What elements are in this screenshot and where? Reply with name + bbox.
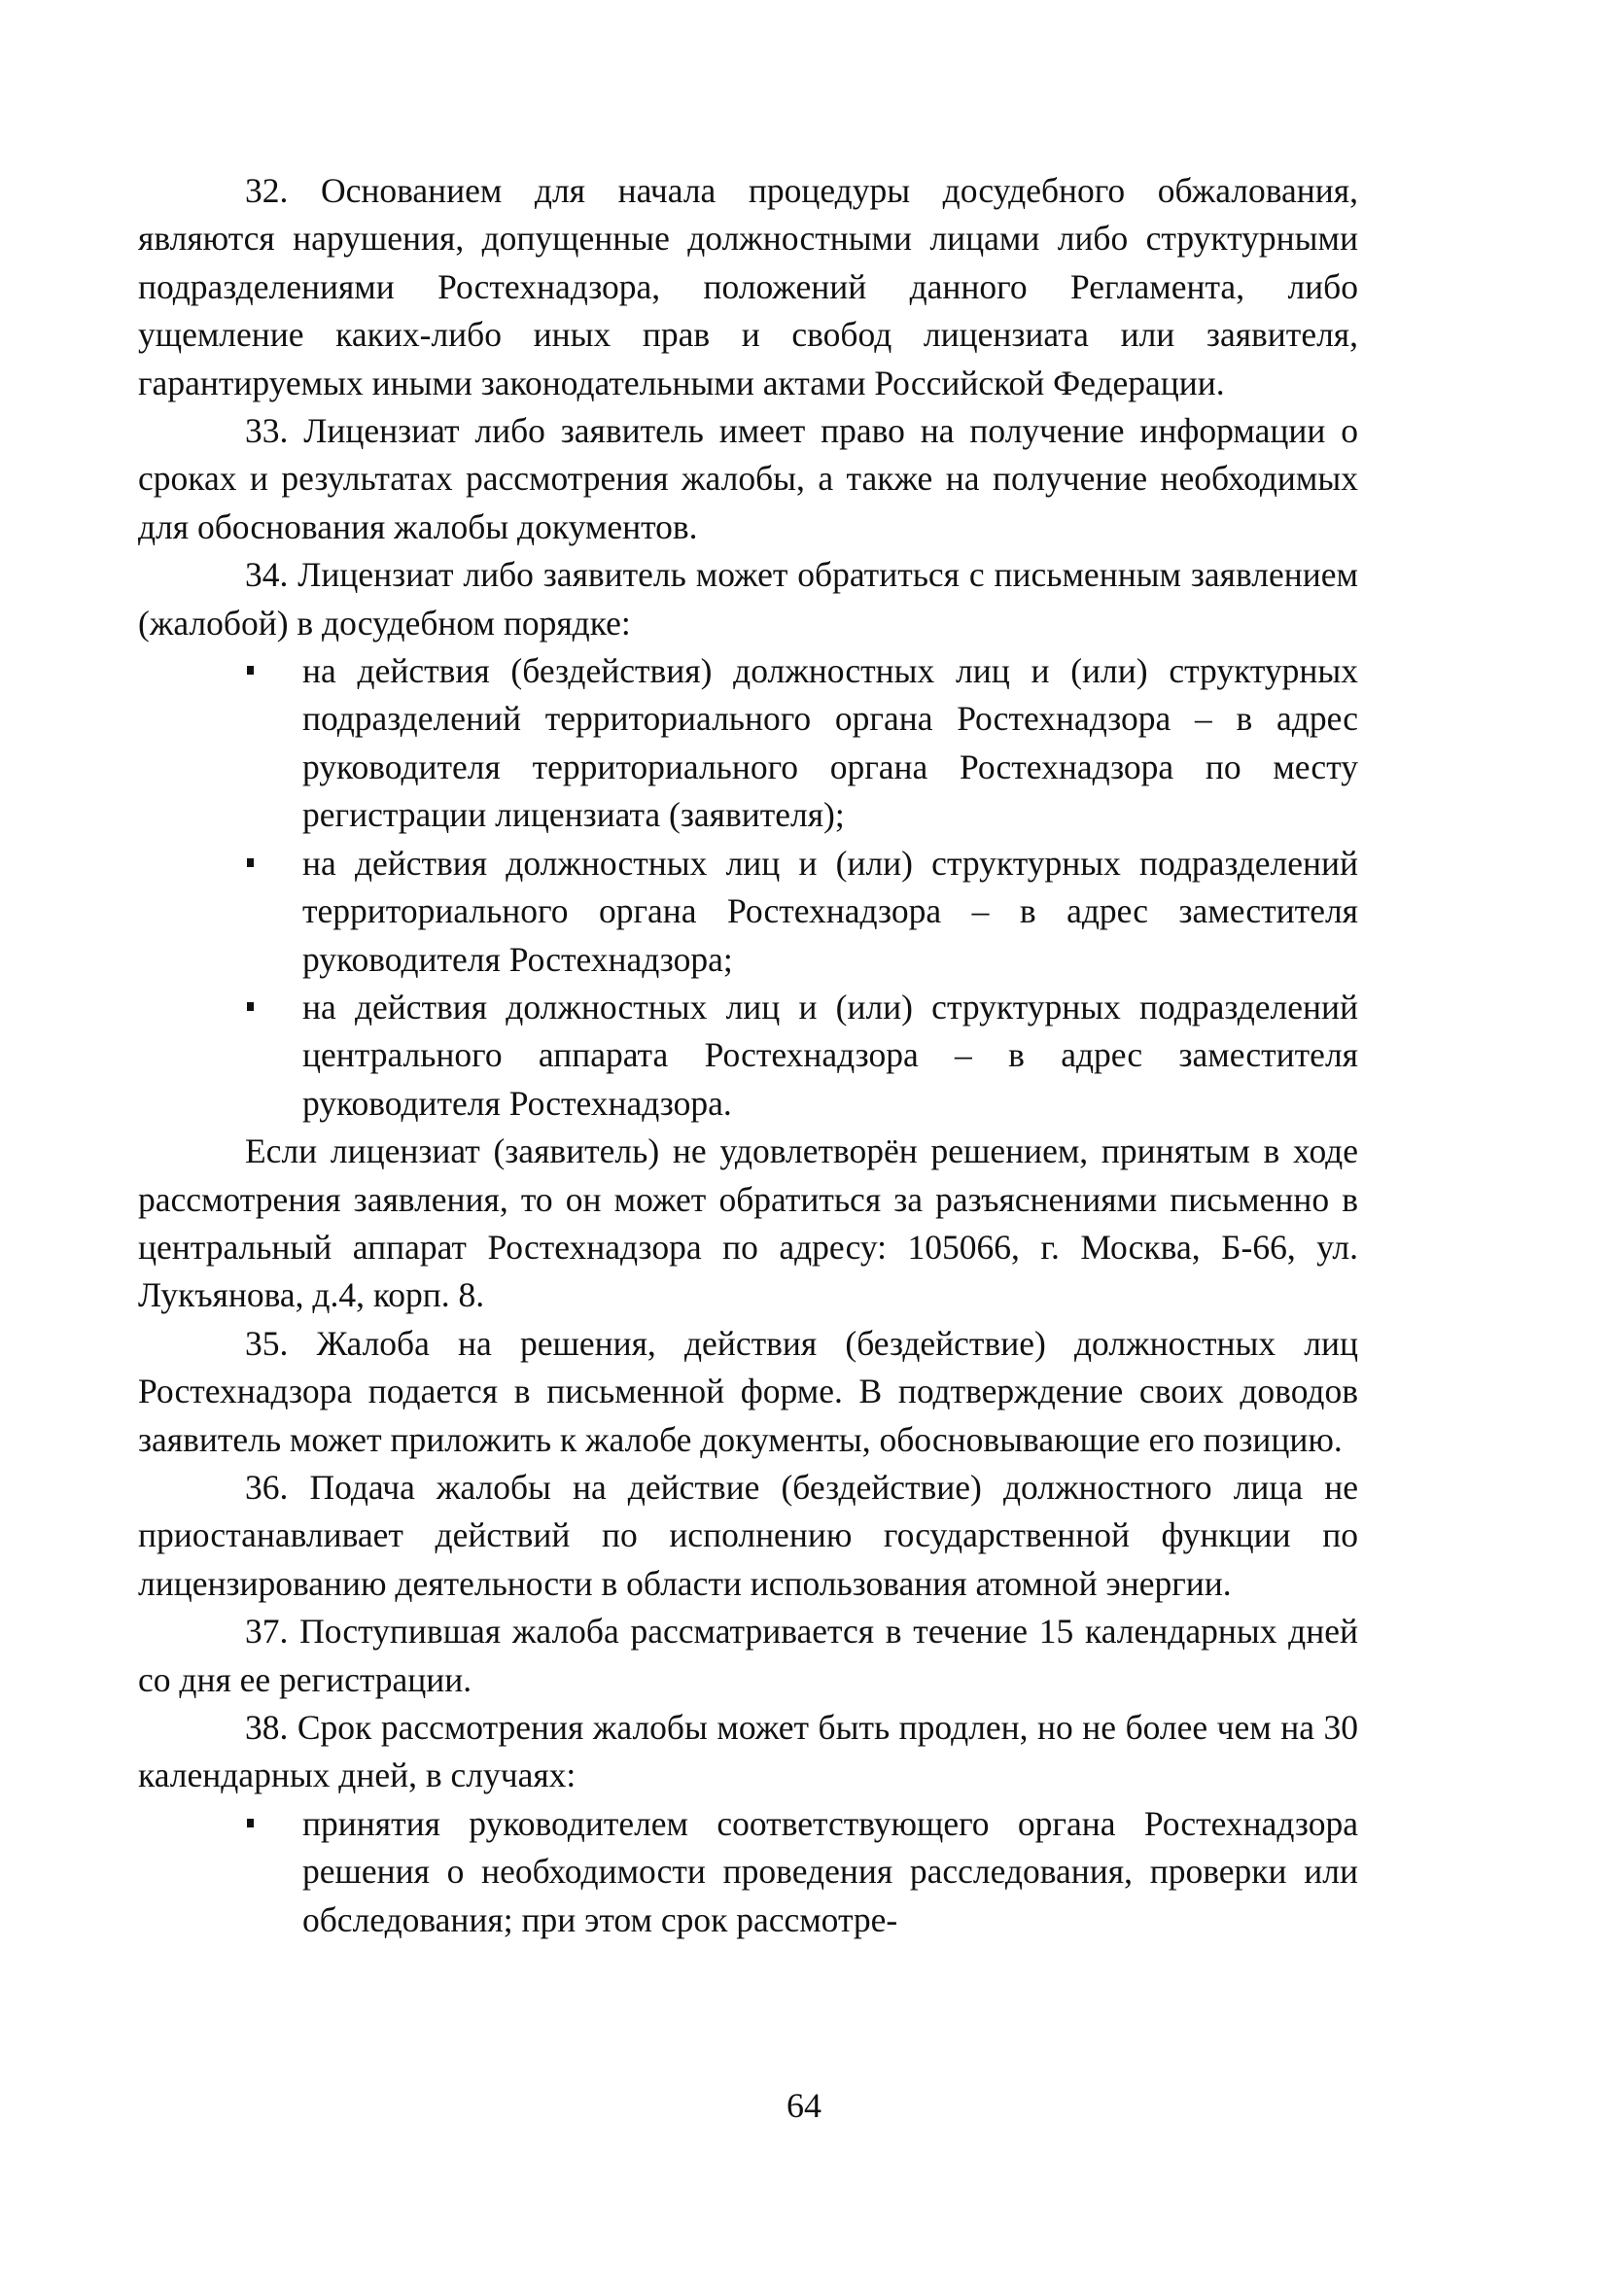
paragraph-32: 32. Основанием для начала процедуры досудебного обжалования, являются нарушения, допущенные должностными лицами либо структурными подразделениями Ростехнадзора, положений данного Регламента, либо ущемление каких-либо иных прав и свобод лицензиата или заявителя, гарантируемых иными законодательными актами Российской Федерации. (138, 171, 1358, 402)
bullet-marker-icon (247, 666, 254, 675)
bullet-marker-icon (247, 858, 254, 867)
list-item (302, 1800, 1358, 1944)
list-item-text: на действия (бездействия) должностных лиц и (или) структурных подразделений территориального органа Ростехнадзора – в адрес руководителя территориального органа Ростехнадзора по месту регистрации лицензиата (заявителя); (302, 651, 1358, 835)
list-item-text: принятия руководителем соответствующего органа Ростехнадзора решения о необходимости проведения расследования, проверки или обследования; при этом срок рассмотре- (302, 1803, 1358, 1939)
list-item (302, 647, 1358, 840)
list-item-text: на действия должностных лиц и (или) структурных подразделений центрального аппарата Ростехнадзора – в адрес заместителя руководителя Ростехнадзора. (302, 987, 1358, 1123)
list-item (302, 840, 1358, 984)
paragraph-37: 37. Поступившая жалоба рассматривается в течение 15 календарных дней со дня ее регистрации. (138, 1612, 1358, 1699)
page-number: 64 (787, 2086, 821, 2125)
body-text (138, 167, 1358, 1944)
bullet-marker-icon (247, 1819, 254, 1827)
list-item (302, 984, 1358, 1128)
paragraph-38: 38. Срок рассмотрения жалобы может быть продлен, но не более чем на 30 календарных дней, в случаях: (138, 1708, 1358, 1795)
bullet-list-extension-cases (138, 1800, 1358, 1944)
paragraph-35: 35. Жалоба на решения, действия (бездействие) должностных лиц Ростехнадзора подается в письменной форме. В подтверждение своих доводов заявитель может приложить к жалобе документы, обосновывающие его позицию. (138, 1323, 1358, 1459)
bullet-marker-icon (247, 1002, 254, 1011)
paragraph-34: 34. Лицензиат либо заявитель может обратиться с письменным заявлением (жалобой) в досудебном порядке: (138, 555, 1358, 643)
paragraph-36: 36. Подача жалобы на действие (бездействие) должностного лица не приостанавливает действий по исполнению государственной функции по лицензированию деятельности в области использования атомной энергии. (138, 1467, 1358, 1603)
paragraph-clarification: Если лицензиат (заявитель) не удовлетворён решением, принятым в ходе рассмотрения заявления, то он может обратиться за разъяснениями письменно в центральный аппарат Ростехнадзора по адресу: 105066, г. Москва, Б-66, ул. Лукъянова, д.4, корп. 8. (138, 1131, 1358, 1315)
list-item-text: на действия должностных лиц и (или) структурных подразделений территориального органа Ростехнадзора – в адрес заместителя руководителя Ростехнадзора; (302, 843, 1358, 979)
bullet-list-appeal-targets (138, 647, 1358, 1128)
paragraph-33: 33. Лицензиат либо заявитель имеет право на получение информации о сроках и результатах рассмотрения жалобы, а также на получение необходимых для обоснования жалобы документов. (138, 411, 1358, 546)
